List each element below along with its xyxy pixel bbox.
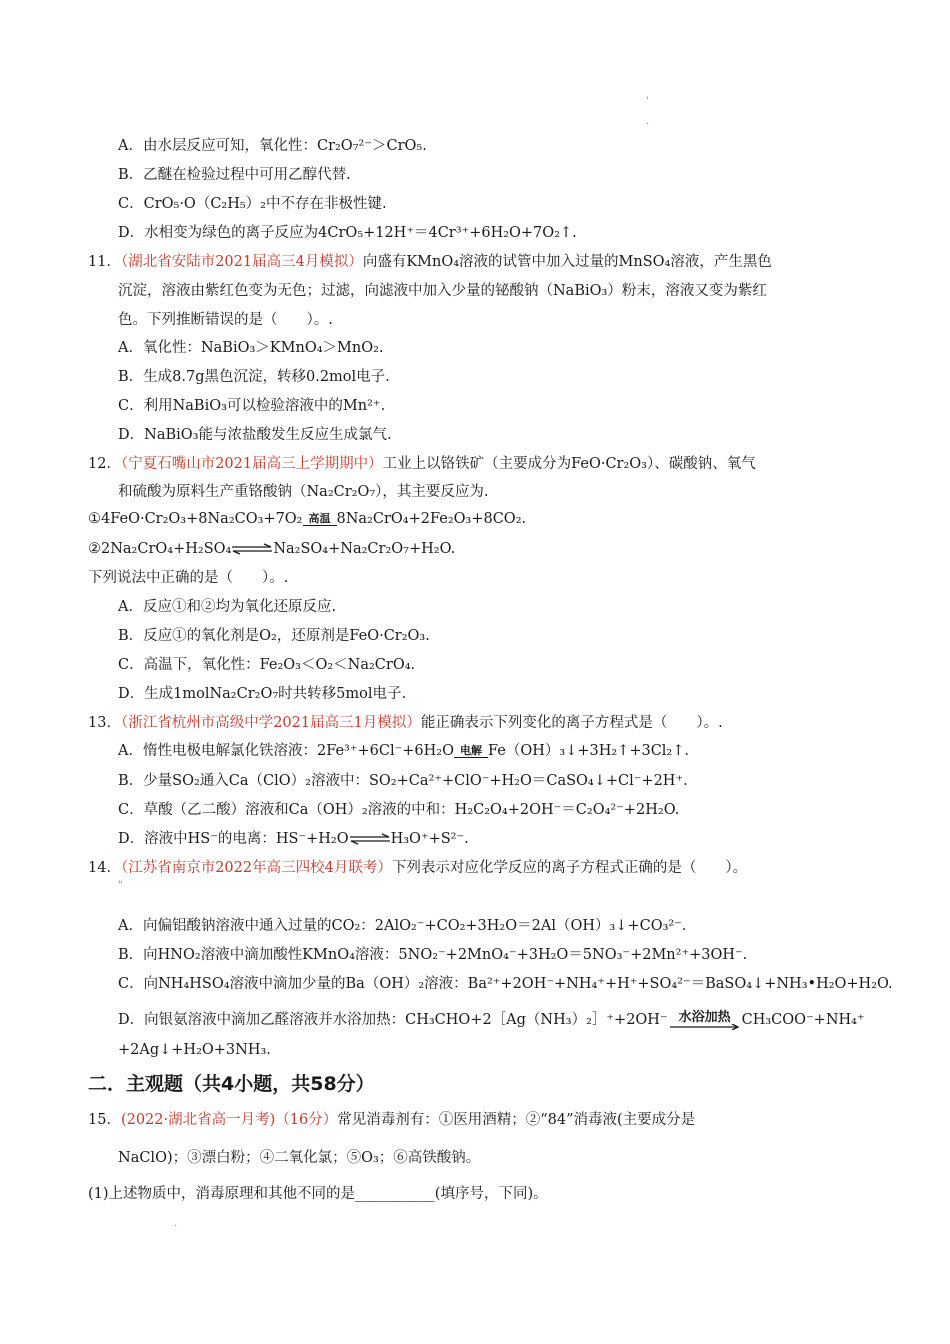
q12-option-c: C．高温下，氧化性：Fe₂O₃＜O₂＜Na₂CrO₄. — [118, 657, 416, 673]
q13-option-b: B．少量SO₂通入Ca（ClO）₂溶液中：SO₂+Ca²⁺+ClO⁻+H₂O＝CaSO₄↓+Cl⁻+2H⁺. — [118, 773, 688, 789]
q13-stem — [88, 713, 723, 733]
q11-option-a: A．氧化性：NaBiO₃＞KMnO₄＞MnO₂. — [118, 340, 384, 356]
reaction-right: H₃O⁺+S²⁻. — [390, 831, 469, 847]
question-source: （浙江省杭州市高级中学2021届高三1月模拟） — [120, 715, 421, 731]
reaction-left: ②2Na₂CrO₄+H₂SO₄ — [88, 541, 232, 557]
q12-ask: 下列说法中正确的是（ ）。. — [88, 570, 289, 586]
question-text: 常见消毒剂有：①医用酒精；②“84”消毒液(主要成分是 — [337, 1112, 696, 1128]
question-number: 12． — [88, 456, 121, 472]
reaction-right: Na₂SO₄+Na₂Cr₂O₇+H₂O. — [273, 541, 456, 557]
q14-option-d-continued: +2Ag↓+H₂O+3NH₃. — [118, 1042, 271, 1058]
reaction-left: D．向银氨溶液中滴加乙醛溶液并水浴加热：CH₃CHO+2［Ag（NH₃）₂］⁺+2OH⁻ — [118, 1012, 668, 1028]
q12-reaction-1 — [88, 509, 526, 529]
q10-option-b: B．乙醚在检验过程中可用乙醇代替. — [118, 167, 351, 183]
q11-stem-line3: 色。下列推断错误的是（ ）。. — [118, 312, 333, 328]
q13-option-d — [118, 829, 469, 849]
q12-reaction-2 — [88, 539, 455, 559]
q14-option-b: B．向HNO₂溶液中滴加酸性KMnO₄溶液：5NO₂⁻+2MnO₄⁻+3H₂O＝5NO₃⁻+2Mn²⁺+3OH⁻. — [118, 947, 748, 963]
condition-label: 电解 — [460, 743, 482, 757]
q11-option-c: C．利用NaBiO₃可以检验溶液中的Mn²⁺. — [118, 398, 386, 414]
question-number: 13． — [88, 715, 121, 731]
question-text: 下列表示对应化学反应的离子方程式正确的是（ ）。 — [391, 860, 748, 876]
q11-option-d: D．NaBiO₃能与浓盐酸发生反应生成氯气. — [118, 427, 392, 443]
question-number: 14． — [88, 860, 121, 876]
scan-mark: " — [118, 880, 123, 891]
q15-subquestion-1: (1)上述物质中，消毒原理和其他不同的是___________(填序号，下同)。 — [88, 1186, 548, 1202]
q12-stem-line2: 和硫酸为原料生产重铬酸钠（Na₂Cr₂O₇），其主要反应为. — [118, 484, 489, 500]
q13-option-a — [118, 741, 689, 761]
q11-option-b: B．生成8.7g黑色沉淀，转移0.2mol电子. — [118, 369, 390, 385]
q10-option-a: A．由水层反应可知，氧化性：Cr₂O₇²⁻＞CrO₅. — [118, 138, 427, 154]
question-text: 向盛有KMnO₄溶液的试管中加入过量的MnSO₄溶液，产生黑色 — [362, 254, 772, 270]
condition-arrow — [670, 1011, 740, 1030]
reaction-left: ①4FeO·Cr₂O₃+8Na₂CO₃+7O₂ — [88, 511, 303, 527]
equilibrium-arrow-icon — [349, 833, 391, 845]
condition-label: 高温 — [308, 511, 331, 525]
question-source: （江苏省南京市2022年高三四校4月联考） — [120, 860, 392, 876]
q15-stem-line1 — [88, 1110, 695, 1130]
question-text: 能正确表示下列变化的离子方程式是（ ）。. — [420, 715, 723, 731]
q13-option-c: C．草酸（乙二酸）溶液和Ca（OH）₂溶液的中和：H₂C₂O₄+2OH⁻＝C₂O₄²⁻+2H₂O. — [118, 802, 680, 818]
q12-stem-line1 — [88, 454, 756, 474]
q14-stem — [88, 858, 747, 878]
equals-bar — [454, 757, 488, 758]
reaction-right: CH₃COO⁻+NH₄⁺ — [741, 1012, 865, 1028]
reaction-left: A．惰性电极电解氯化铁溶液：2Fe³⁺+6Cl⁻+6H₂O — [118, 743, 454, 759]
q10-option-d: D．水相变为绿色的离子反应为4CrO₅+12H⁺＝4Cr³⁺+6H₂O+7O₂↑. — [118, 225, 577, 241]
question-text: 工业上以铬铁矿（主要成分为FeO·Cr₂O₃）、碳酸钠、氧气 — [382, 456, 756, 472]
q10-option-c: C．CrO₅·O（C₂H₅）₂中不存在非极性键. — [118, 196, 387, 212]
q14-option-d — [118, 1010, 865, 1030]
q14-option-a: A．向偏铝酸钠溶液中通入过量的CO₂：2AlO₂⁻+CO₂+3H₂O＝2Al（OH）₃↓+CO₃²⁻. — [118, 918, 687, 934]
q12-option-a: A．反应①和②均为氧化还原反应. — [118, 599, 337, 615]
q11-stem-line2: 沉淀，溶液由紫红色变为无色；过滤，向滤液中加入少量的铋酸钠（NaBiO₃）粉末，溶液又变为紫红 — [118, 283, 767, 299]
q12-option-d: D．生成1molNa₂Cr₂O₇时共转移5mol电子. — [118, 686, 407, 702]
question-number: 15． — [88, 1112, 121, 1128]
reaction-left: D．溶液中HS⁻的电离：HS⁻+H₂O — [118, 831, 349, 847]
scan-mark: . — [174, 1218, 178, 1229]
question-number: 11． — [88, 254, 121, 270]
q12-option-b: B．反应①的氧化剂是O₂，还原剂是FeO·Cr₂O₃. — [118, 628, 430, 644]
scan-mark: ' — [646, 96, 649, 107]
section-heading: 二．主观题（共4小题，共58分） — [88, 1073, 375, 1095]
q15-stem-line2: NaClO)；③漂白粉；④二氧化氯；⑤O₃；⑥高铁酸钠。 — [118, 1150, 481, 1166]
question-source: (2022·湖北省高一月考)（16分） — [120, 1112, 338, 1128]
reaction-right: 8Na₂CrO₄+2Fe₂O₃+8CO₂. — [336, 511, 527, 527]
question-source: （湖北省安陆市2021届高三4月模拟） — [120, 254, 363, 270]
q14-option-c: C．向NH₄HSO₄溶液中滴加少量的Ba（OH）₂溶液：Ba²⁺+2OH⁻+NH₄⁺+H⁺+SO₄²⁻＝BaSO₄↓+NH₃•H₂O+H₂O. — [118, 976, 893, 992]
equals-bar — [303, 525, 337, 526]
condition-label: 水浴加热 — [678, 1009, 731, 1025]
equilibrium-arrow-icon — [231, 543, 273, 555]
condition-arrow — [454, 745, 488, 758]
scan-mark: . — [646, 116, 650, 127]
reaction-right: Fe（OH）₃↓+3H₂↑+3Cl₂↑. — [488, 743, 690, 759]
q11-stem-line1 — [88, 252, 772, 272]
question-source: （宁夏石嘴山市2021届高三上学期期中） — [120, 456, 383, 472]
condition-arrow — [303, 513, 337, 526]
